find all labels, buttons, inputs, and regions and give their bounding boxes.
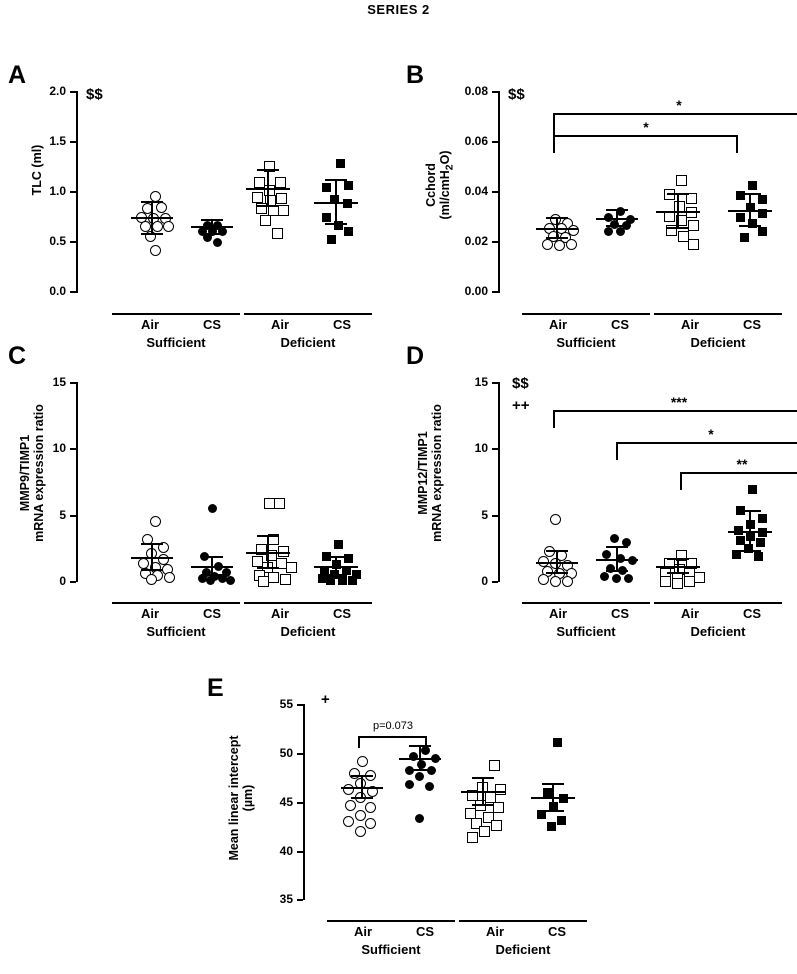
data-point bbox=[660, 576, 671, 587]
data-point bbox=[146, 574, 157, 585]
data-point bbox=[758, 195, 767, 204]
error-cap bbox=[667, 227, 689, 229]
data-point bbox=[268, 572, 279, 583]
error-cap bbox=[257, 535, 279, 537]
data-point bbox=[327, 235, 336, 244]
data-point bbox=[425, 782, 434, 791]
panel-a-ytick bbox=[70, 141, 76, 143]
data-point bbox=[286, 562, 297, 573]
data-point bbox=[602, 550, 611, 559]
panel-a bbox=[0, 55, 398, 350]
panel-a-ytick bbox=[70, 91, 76, 93]
panel-c bbox=[0, 338, 398, 638]
data-point bbox=[206, 576, 215, 585]
error-bar bbox=[211, 220, 213, 234]
sig-label: ** bbox=[736, 456, 748, 472]
error-cap bbox=[606, 225, 628, 227]
data-point bbox=[542, 239, 553, 250]
data-point bbox=[624, 574, 633, 583]
panel-c-yticklabel: 0 bbox=[59, 574, 66, 588]
panel-d-yticklabel: 15 bbox=[474, 375, 488, 389]
data-point bbox=[405, 780, 414, 789]
panel-b-ytick bbox=[492, 241, 498, 243]
error-bar bbox=[677, 194, 679, 228]
error-cap bbox=[472, 804, 494, 806]
panel-d-yticklabel: 10 bbox=[474, 441, 488, 455]
figure-title: SERIES 2 bbox=[367, 2, 430, 17]
data-point bbox=[150, 516, 161, 527]
error-cap bbox=[141, 201, 163, 203]
error-bar bbox=[677, 559, 679, 573]
panel-c-letter: C bbox=[8, 342, 27, 370]
panel-a-condition-label: Deficient bbox=[280, 335, 336, 350]
panel-a-yticklabel: 0.0 bbox=[49, 284, 66, 298]
error-cap bbox=[201, 219, 223, 221]
panel-d-group-label: Air bbox=[680, 606, 700, 621]
panel-c-yticklabel: 10 bbox=[52, 441, 66, 455]
panel-a-group-label: CS bbox=[202, 317, 222, 332]
error-bar bbox=[556, 218, 558, 238]
error-bar bbox=[267, 536, 269, 568]
sig-label: * bbox=[643, 119, 649, 135]
data-point bbox=[415, 814, 424, 823]
data-point bbox=[688, 239, 699, 250]
data-point bbox=[365, 818, 376, 829]
panel-e-group-label: CS bbox=[415, 924, 435, 939]
error-bar bbox=[616, 210, 618, 226]
panel-b-yticklabel: 0.04 bbox=[464, 184, 488, 198]
data-point bbox=[415, 772, 424, 781]
panel-e-yticklabel: 55 bbox=[279, 697, 293, 711]
panel-a-y-axis bbox=[76, 91, 78, 293]
panel-c-group-label: Air bbox=[140, 606, 160, 621]
data-point bbox=[676, 175, 687, 186]
panel-c-ylabel: MMP9/TIMP1 mRNA expression ratio bbox=[18, 404, 46, 542]
error-cap bbox=[472, 777, 494, 779]
panel-c-condition-label: Sufficient bbox=[146, 624, 206, 639]
panel-a-annotation: $$ bbox=[86, 86, 103, 103]
error-cap bbox=[201, 556, 223, 558]
data-point bbox=[344, 181, 353, 190]
panel-e-ytick bbox=[297, 704, 303, 706]
data-point bbox=[275, 177, 286, 188]
panel-a-yticklabel: 1.0 bbox=[49, 184, 66, 198]
data-point bbox=[758, 514, 767, 523]
error-cap bbox=[667, 572, 689, 574]
panel-e bbox=[199, 670, 598, 970]
error-cap bbox=[409, 745, 431, 747]
data-point bbox=[334, 540, 343, 549]
error-cap bbox=[606, 570, 628, 572]
sig-label: *** bbox=[670, 394, 688, 410]
panel-d-annotation: $$ bbox=[512, 375, 529, 392]
error-bar bbox=[151, 202, 153, 234]
panel-d-ytick bbox=[492, 581, 498, 583]
data-point bbox=[252, 192, 263, 203]
error-cap bbox=[351, 775, 373, 777]
error-bar bbox=[267, 170, 269, 206]
error-bar bbox=[335, 180, 337, 224]
panel-d-group-label: CS bbox=[610, 606, 630, 621]
error-bar bbox=[749, 511, 751, 551]
error-cap bbox=[141, 543, 163, 545]
data-point bbox=[343, 816, 354, 827]
panel-e-baseline-sufficient bbox=[327, 920, 455, 922]
data-point bbox=[213, 238, 222, 247]
panel-d-annotation: ++ bbox=[512, 397, 530, 414]
panel-c-yticklabel: 15 bbox=[52, 375, 66, 389]
error-cap bbox=[325, 574, 347, 576]
panel-b-group-label: CS bbox=[610, 317, 630, 332]
panel-e-ytick bbox=[297, 899, 303, 901]
error-cap bbox=[739, 193, 761, 195]
panel-c-group-label: CS bbox=[202, 606, 222, 621]
data-point bbox=[338, 576, 347, 585]
panel-d-ytick bbox=[492, 448, 498, 450]
error-bar bbox=[211, 557, 213, 575]
error-bar bbox=[482, 778, 484, 806]
error-bar bbox=[151, 544, 153, 570]
panel-a-group-label: Air bbox=[270, 317, 290, 332]
data-point bbox=[543, 788, 552, 797]
panel-a-ylabel: TLC (ml) bbox=[30, 144, 44, 196]
data-point bbox=[260, 215, 271, 226]
error-cap bbox=[141, 569, 163, 571]
data-point bbox=[365, 802, 376, 813]
error-cap bbox=[606, 209, 628, 211]
error-cap bbox=[351, 797, 373, 799]
data-point bbox=[748, 181, 757, 190]
panel-e-condition-label: Deficient bbox=[495, 942, 551, 957]
panel-a-yticklabel: 0.5 bbox=[49, 234, 66, 248]
data-point bbox=[604, 227, 613, 236]
error-cap bbox=[739, 510, 761, 512]
panel-e-yticklabel: 40 bbox=[279, 844, 293, 858]
error-cap bbox=[546, 572, 568, 574]
data-point bbox=[274, 498, 285, 509]
panel-b-ytick bbox=[492, 141, 498, 143]
error-cap bbox=[606, 546, 628, 548]
data-point bbox=[694, 572, 705, 583]
data-point bbox=[547, 822, 556, 831]
error-bar bbox=[556, 551, 558, 573]
data-point bbox=[758, 227, 767, 236]
data-point bbox=[208, 504, 217, 513]
panel-e-group-label: Air bbox=[353, 924, 373, 939]
panel-e-yticklabel: 50 bbox=[279, 746, 293, 760]
error-cap bbox=[325, 556, 347, 558]
data-point bbox=[672, 578, 683, 589]
error-cap bbox=[201, 574, 223, 576]
panel-b-yticklabel: 0.02 bbox=[464, 234, 488, 248]
data-point bbox=[688, 220, 699, 231]
panel-e-ytick bbox=[297, 753, 303, 755]
data-point bbox=[554, 240, 565, 251]
panel-a-baseline-sufficient bbox=[112, 313, 240, 315]
panel-c-ytick bbox=[70, 382, 76, 384]
data-point bbox=[276, 193, 287, 204]
panel-b-group-label: CS bbox=[742, 317, 762, 332]
error-cap bbox=[739, 550, 761, 552]
panel-c-ytick bbox=[70, 515, 76, 517]
data-point bbox=[610, 534, 619, 543]
panel-b-ytick bbox=[492, 191, 498, 193]
panel-d-ytick bbox=[492, 382, 498, 384]
panel-a-condition-label: Sufficient bbox=[146, 335, 206, 350]
data-point bbox=[355, 810, 366, 821]
panel-e-letter: E bbox=[207, 674, 224, 702]
panel-c-group-label: CS bbox=[332, 606, 352, 621]
panel-a-yticklabel: 1.5 bbox=[49, 134, 66, 148]
error-cap bbox=[667, 193, 689, 195]
sig-bar bbox=[680, 472, 797, 490]
sig-bar bbox=[553, 113, 797, 153]
panel-b bbox=[398, 55, 797, 350]
panel-b-condition-label: Sufficient bbox=[556, 335, 616, 350]
data-point bbox=[489, 760, 500, 771]
panel-b-yticklabel: 0.06 bbox=[464, 134, 488, 148]
error-bar bbox=[361, 776, 363, 798]
panel-a-yticklabel: 2.0 bbox=[49, 84, 66, 98]
panel-d-group-label: CS bbox=[742, 606, 762, 621]
panel-d-ytick bbox=[492, 515, 498, 517]
data-point bbox=[272, 228, 283, 239]
data-point bbox=[538, 574, 549, 585]
panel-a-group-label: CS bbox=[332, 317, 352, 332]
error-cap bbox=[325, 179, 347, 181]
panel-a-letter: A bbox=[8, 61, 27, 89]
panel-e-ytick bbox=[297, 851, 303, 853]
panel-e-ylabel: Mean linear intercept (µm) bbox=[227, 735, 255, 861]
panel-c-y-axis bbox=[76, 382, 78, 582]
data-point bbox=[550, 576, 561, 587]
panel-b-annotation: $$ bbox=[508, 86, 525, 103]
sig-label: * bbox=[708, 426, 714, 442]
data-point bbox=[736, 213, 745, 222]
data-point bbox=[748, 485, 757, 494]
panel-a-group-label: Air bbox=[140, 317, 160, 332]
panel-e-y-axis bbox=[303, 704, 305, 900]
panel-b-y-axis bbox=[498, 91, 500, 293]
data-point bbox=[467, 832, 478, 843]
error-cap bbox=[667, 558, 689, 560]
panel-a-baseline-deficient bbox=[244, 313, 372, 315]
error-cap bbox=[257, 205, 279, 207]
error-cap bbox=[546, 217, 568, 219]
error-cap bbox=[325, 223, 347, 225]
error-cap bbox=[546, 237, 568, 239]
panel-d-yticklabel: 5 bbox=[481, 508, 488, 522]
panel-c-baseline-deficient bbox=[244, 602, 372, 604]
data-point bbox=[355, 826, 366, 837]
data-point bbox=[278, 205, 289, 216]
panel-d-group-label: Air bbox=[548, 606, 568, 621]
data-point bbox=[163, 221, 174, 232]
data-point bbox=[557, 816, 566, 825]
panel-b-group-label: Air bbox=[548, 317, 568, 332]
panel-b-ylabel: Cchord (ml/cmH$_2$O) bbox=[424, 150, 456, 220]
panel-d-condition-label: Deficient bbox=[690, 624, 746, 639]
panel-b-yticklabel: 0.00 bbox=[464, 284, 488, 298]
data-point bbox=[566, 239, 577, 250]
panel-b-baseline-sufficient bbox=[522, 313, 650, 315]
data-point bbox=[495, 784, 506, 795]
error-cap bbox=[542, 810, 564, 812]
data-point bbox=[226, 576, 235, 585]
panel-d-yticklabel: 0 bbox=[481, 574, 488, 588]
data-point bbox=[322, 183, 331, 192]
panel-b-condition-label: Deficient bbox=[690, 335, 746, 350]
panel-e-ytick bbox=[297, 802, 303, 804]
data-point bbox=[344, 227, 353, 236]
panel-d-baseline-sufficient bbox=[522, 602, 650, 604]
data-point bbox=[156, 202, 167, 213]
panel-d-condition-label: Sufficient bbox=[556, 624, 616, 639]
panel-b-group-label: Air bbox=[680, 317, 700, 332]
data-point bbox=[562, 576, 573, 587]
data-point bbox=[345, 800, 356, 811]
error-cap bbox=[546, 550, 568, 552]
panel-b-ytick bbox=[492, 91, 498, 93]
error-cap bbox=[257, 567, 279, 569]
error-cap bbox=[542, 783, 564, 785]
panel-e-annotation: + bbox=[321, 691, 330, 708]
error-cap bbox=[257, 169, 279, 171]
data-point bbox=[322, 213, 331, 222]
panel-e-group-label: Air bbox=[485, 924, 505, 939]
data-point bbox=[740, 233, 749, 242]
data-point bbox=[754, 552, 763, 561]
panel-d-y-axis bbox=[498, 382, 500, 582]
error-bar bbox=[552, 784, 554, 812]
data-point bbox=[348, 576, 357, 585]
data-point bbox=[616, 227, 625, 236]
panel-d-ylabel: MMP12/TIMP1 mRNA expression ratio bbox=[416, 404, 444, 542]
panel-c-condition-label: Deficient bbox=[280, 624, 336, 639]
data-point bbox=[553, 738, 562, 747]
panel-c-ytick bbox=[70, 581, 76, 583]
panel-a-ytick bbox=[70, 191, 76, 193]
panel-a-ytick bbox=[70, 291, 76, 293]
data-point bbox=[258, 576, 269, 587]
sig-bar bbox=[553, 410, 797, 428]
data-point bbox=[343, 784, 354, 795]
data-point bbox=[550, 514, 561, 525]
panel-d bbox=[398, 338, 797, 638]
error-cap bbox=[409, 769, 431, 771]
panel-e-condition-label: Sufficient bbox=[361, 942, 421, 957]
data-point bbox=[152, 221, 163, 232]
panel-e-baseline-deficient bbox=[459, 920, 587, 922]
data-point bbox=[150, 245, 161, 256]
panel-c-baseline-sufficient bbox=[112, 602, 240, 604]
error-bar bbox=[335, 557, 337, 575]
panel-d-letter: D bbox=[406, 342, 425, 370]
error-bar bbox=[749, 194, 751, 226]
error-cap bbox=[201, 233, 223, 235]
panel-b-baseline-deficient bbox=[654, 313, 782, 315]
data-point bbox=[479, 826, 490, 837]
panel-c-group-label: Air bbox=[270, 606, 290, 621]
sig-label: p=0.073 bbox=[372, 720, 414, 732]
data-point bbox=[326, 576, 335, 585]
data-point bbox=[491, 820, 502, 831]
sig-label: * bbox=[676, 97, 682, 113]
panel-b-ytick bbox=[492, 291, 498, 293]
data-point bbox=[756, 538, 765, 547]
panel-e-yticklabel: 35 bbox=[279, 892, 293, 906]
data-point bbox=[280, 574, 291, 585]
data-point bbox=[421, 746, 430, 755]
panel-b-yticklabel: 0.08 bbox=[464, 84, 488, 98]
data-point bbox=[600, 572, 609, 581]
panel-c-yticklabel: 5 bbox=[59, 508, 66, 522]
error-cap bbox=[739, 225, 761, 227]
data-point bbox=[164, 572, 175, 583]
panel-e-yticklabel: 45 bbox=[279, 795, 293, 809]
data-point bbox=[612, 574, 621, 583]
error-bar bbox=[616, 547, 618, 571]
data-point bbox=[357, 756, 368, 767]
error-cap bbox=[141, 233, 163, 235]
panel-c-ytick bbox=[70, 448, 76, 450]
panel-e-group-label: CS bbox=[547, 924, 567, 939]
panel-a-ytick bbox=[70, 241, 76, 243]
data-point bbox=[336, 159, 345, 168]
data-point bbox=[493, 802, 504, 813]
panel-d-baseline-deficient bbox=[654, 602, 782, 604]
error-bar bbox=[419, 746, 421, 770]
panel-b-letter: B bbox=[406, 61, 425, 89]
